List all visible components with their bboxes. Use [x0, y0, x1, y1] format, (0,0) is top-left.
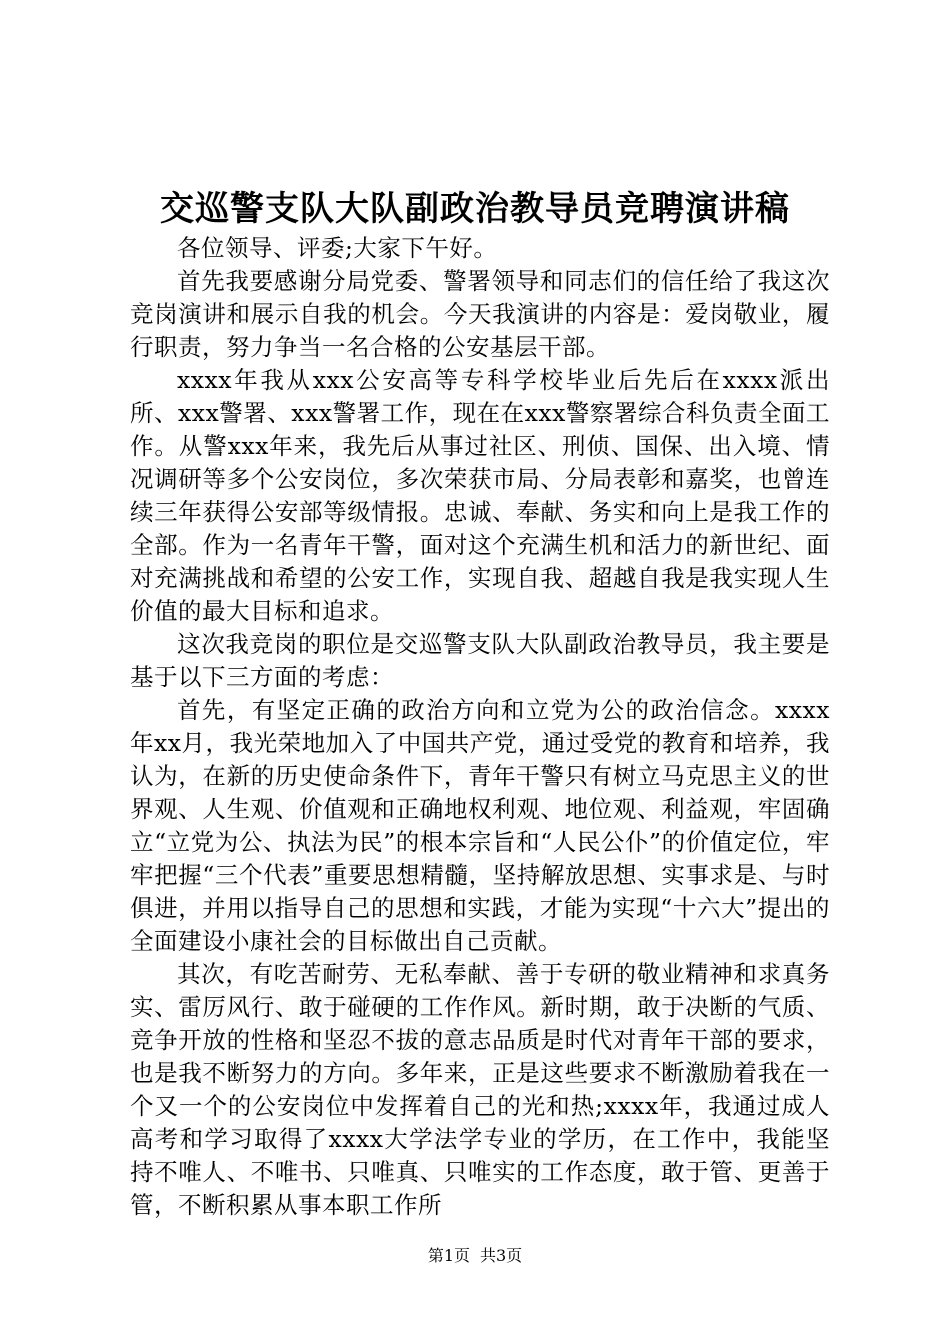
document-title: 交巡警支队大队副政治教导员竞聘演讲稿 — [160, 189, 790, 229]
paragraph-thanks: 首先我要感谢分局党委、警署领导和同志们的信任给了我这次竞岗演讲和展示自我的机会。今天我演讲的内容是：爱岗敬业，履行职责，努力争当一名合格的公安基层干部。 — [130, 267, 830, 361]
page-footer — [0, 1244, 950, 1268]
paragraph-first-reason: 首先，有坚定正确的政治方向和立党为公的政治信念。xxxx年xx月，我光荣地加入了中国共产党，通过受党的教育和培养，我认为，在新的历史使命条件下，青年干警只有树立马克思主义的世界观、人生观、价值观和正确地权利观、地位观、利益观，牢固确立“立党为公、执法为民”的根本宗旨和“人民公仆”的价值定位，牢牢把握“三个代表”重要思想精髓，坚持解放思想、实事求是、与时俱进，并用以指导自己的思想和实践，才能为实现“十六大”提出的全面建设小康社会的目标做出自己贡献。 — [130, 696, 830, 955]
paragraph-second-reason: 其次，有吃苦耐劳、无私奉献、善于专研的敬业精神和求真务实、雷厉风行、敢于碰硬的工作作风。新时期，敢于决断的气质、竞争开放的性格和坚忍不拔的意志品质是时代对青年干部的要求，也是我不断努力的方向。多年来，正是这些要求不断激励着我在一个又一个的公安岗位中发挥着自己的光和热;xxxx年，我通过成人高考和学习取得了xxxx大学法学专业的学历，在工作中，我能坚持不唯人、不唯书、只唯真、只唯实的工作态度，敢于管、更善于管，不断积累从事本职工作所 — [130, 960, 830, 1219]
paragraph-background: xxxx年我从xxx公安高等专科学校毕业后先后在xxxx派出所、xxx警署、xxx警署工作，现在在xxx警察署综合科负责全面工作。从警xxx年来，我先后从事过社区、刑侦、国保、出入境、情况调研等多个公安岗位，多次荣获市局、分局表彰和嘉奖，也曾连续三年获得公安部等级情报。忠诚、奉献、务实和向上是我工作的全部。作为一名青年干警，面对这个充满生机和活力的新世纪、面对充满挑战和希望的公安工作，实现自我、超越自我是我实现人生价值的最大目标和追求。 — [130, 366, 830, 625]
page-total: 共3页 — [480, 1246, 523, 1265]
paragraph-position: 这次我竞岗的职位是交巡警支队大队副政治教导员，我主要是基于以下三方面的考虑： — [130, 630, 830, 691]
page-number: 第1页 — [427, 1246, 470, 1265]
paragraph-greeting: 各位领导、评委;大家下午好。 — [177, 234, 498, 262]
document-body — [130, 232, 830, 1222]
